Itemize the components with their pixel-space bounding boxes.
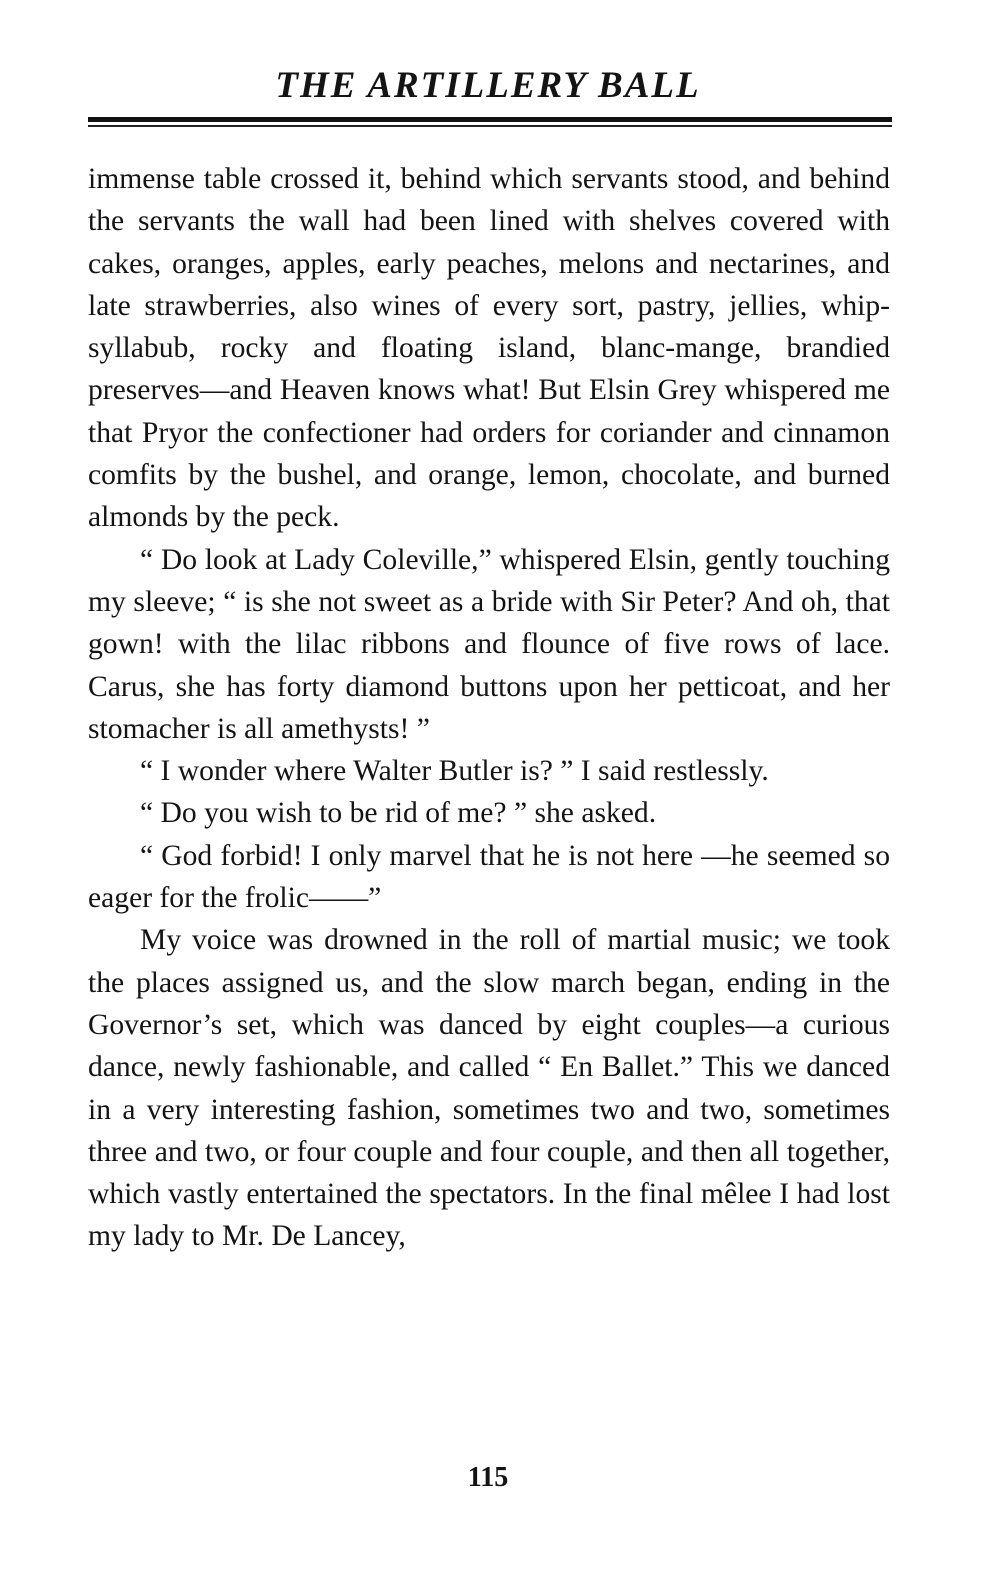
paragraph-continued: immense table crossed it, behind which servants stood, and behind the servants the wall had been lined with shelves covered with cakes, oranges, apples, early peaches, melons and nectarines, and late strawberries, also wines of every sort, pastry, jellies, whip-syllabub, rocky and floating island, blanc-mange, brandied preserves—and Heaven knows what! But Elsin Grey whispered me that Pryor the confectioner had orders for coriander and cinnamon comfits by the bushel, and orange, lemon, chocolate, and burned almonds by the peck. [88,163,890,534]
paragraph: My voice was drowned in the roll of martial music; we took the places assigned us, and the slow march began, ending in the Governor’s set, which was danced by eight couples—a curious dance, newly fashionable, and called “ En Ballet.” This we danced in a very interesting fashion, sometimes two and two, sometimes three and two, or four couple and four couple, and then all together, which vastly entertained the spectators. In the final mêlee I had lost my lady to Mr. De Lancey, [88,924,890,1253]
body-text [88,158,890,1258]
paragraph: “ I wonder where Walter Butler is? ” I said restlessly. [140,755,769,788]
header-rule-thick [88,117,892,122]
header-rule-thin [88,125,892,127]
paragraph: “ Do you wish to be rid of me? ” she asked. [140,797,657,830]
paragraph: “ God forbid! I only marvel that he is not here —he seemed so eager for the frolic——” [88,839,890,915]
paragraph: “ Do look at Lady Coleville,” whispered Elsin, gently touching my sleeve; “ is she not sweet as a bride with Sir Peter? And oh, that gown! with the lilac ribbons and flounce of five rows of lace. Carus, she has forty diamond buttons upon her petticoat, and her stomacher is all amethysts! ” [88,543,890,745]
page-number: 115 [467,1462,509,1493]
running-head: THE ARTILLERY BALL [275,65,701,106]
